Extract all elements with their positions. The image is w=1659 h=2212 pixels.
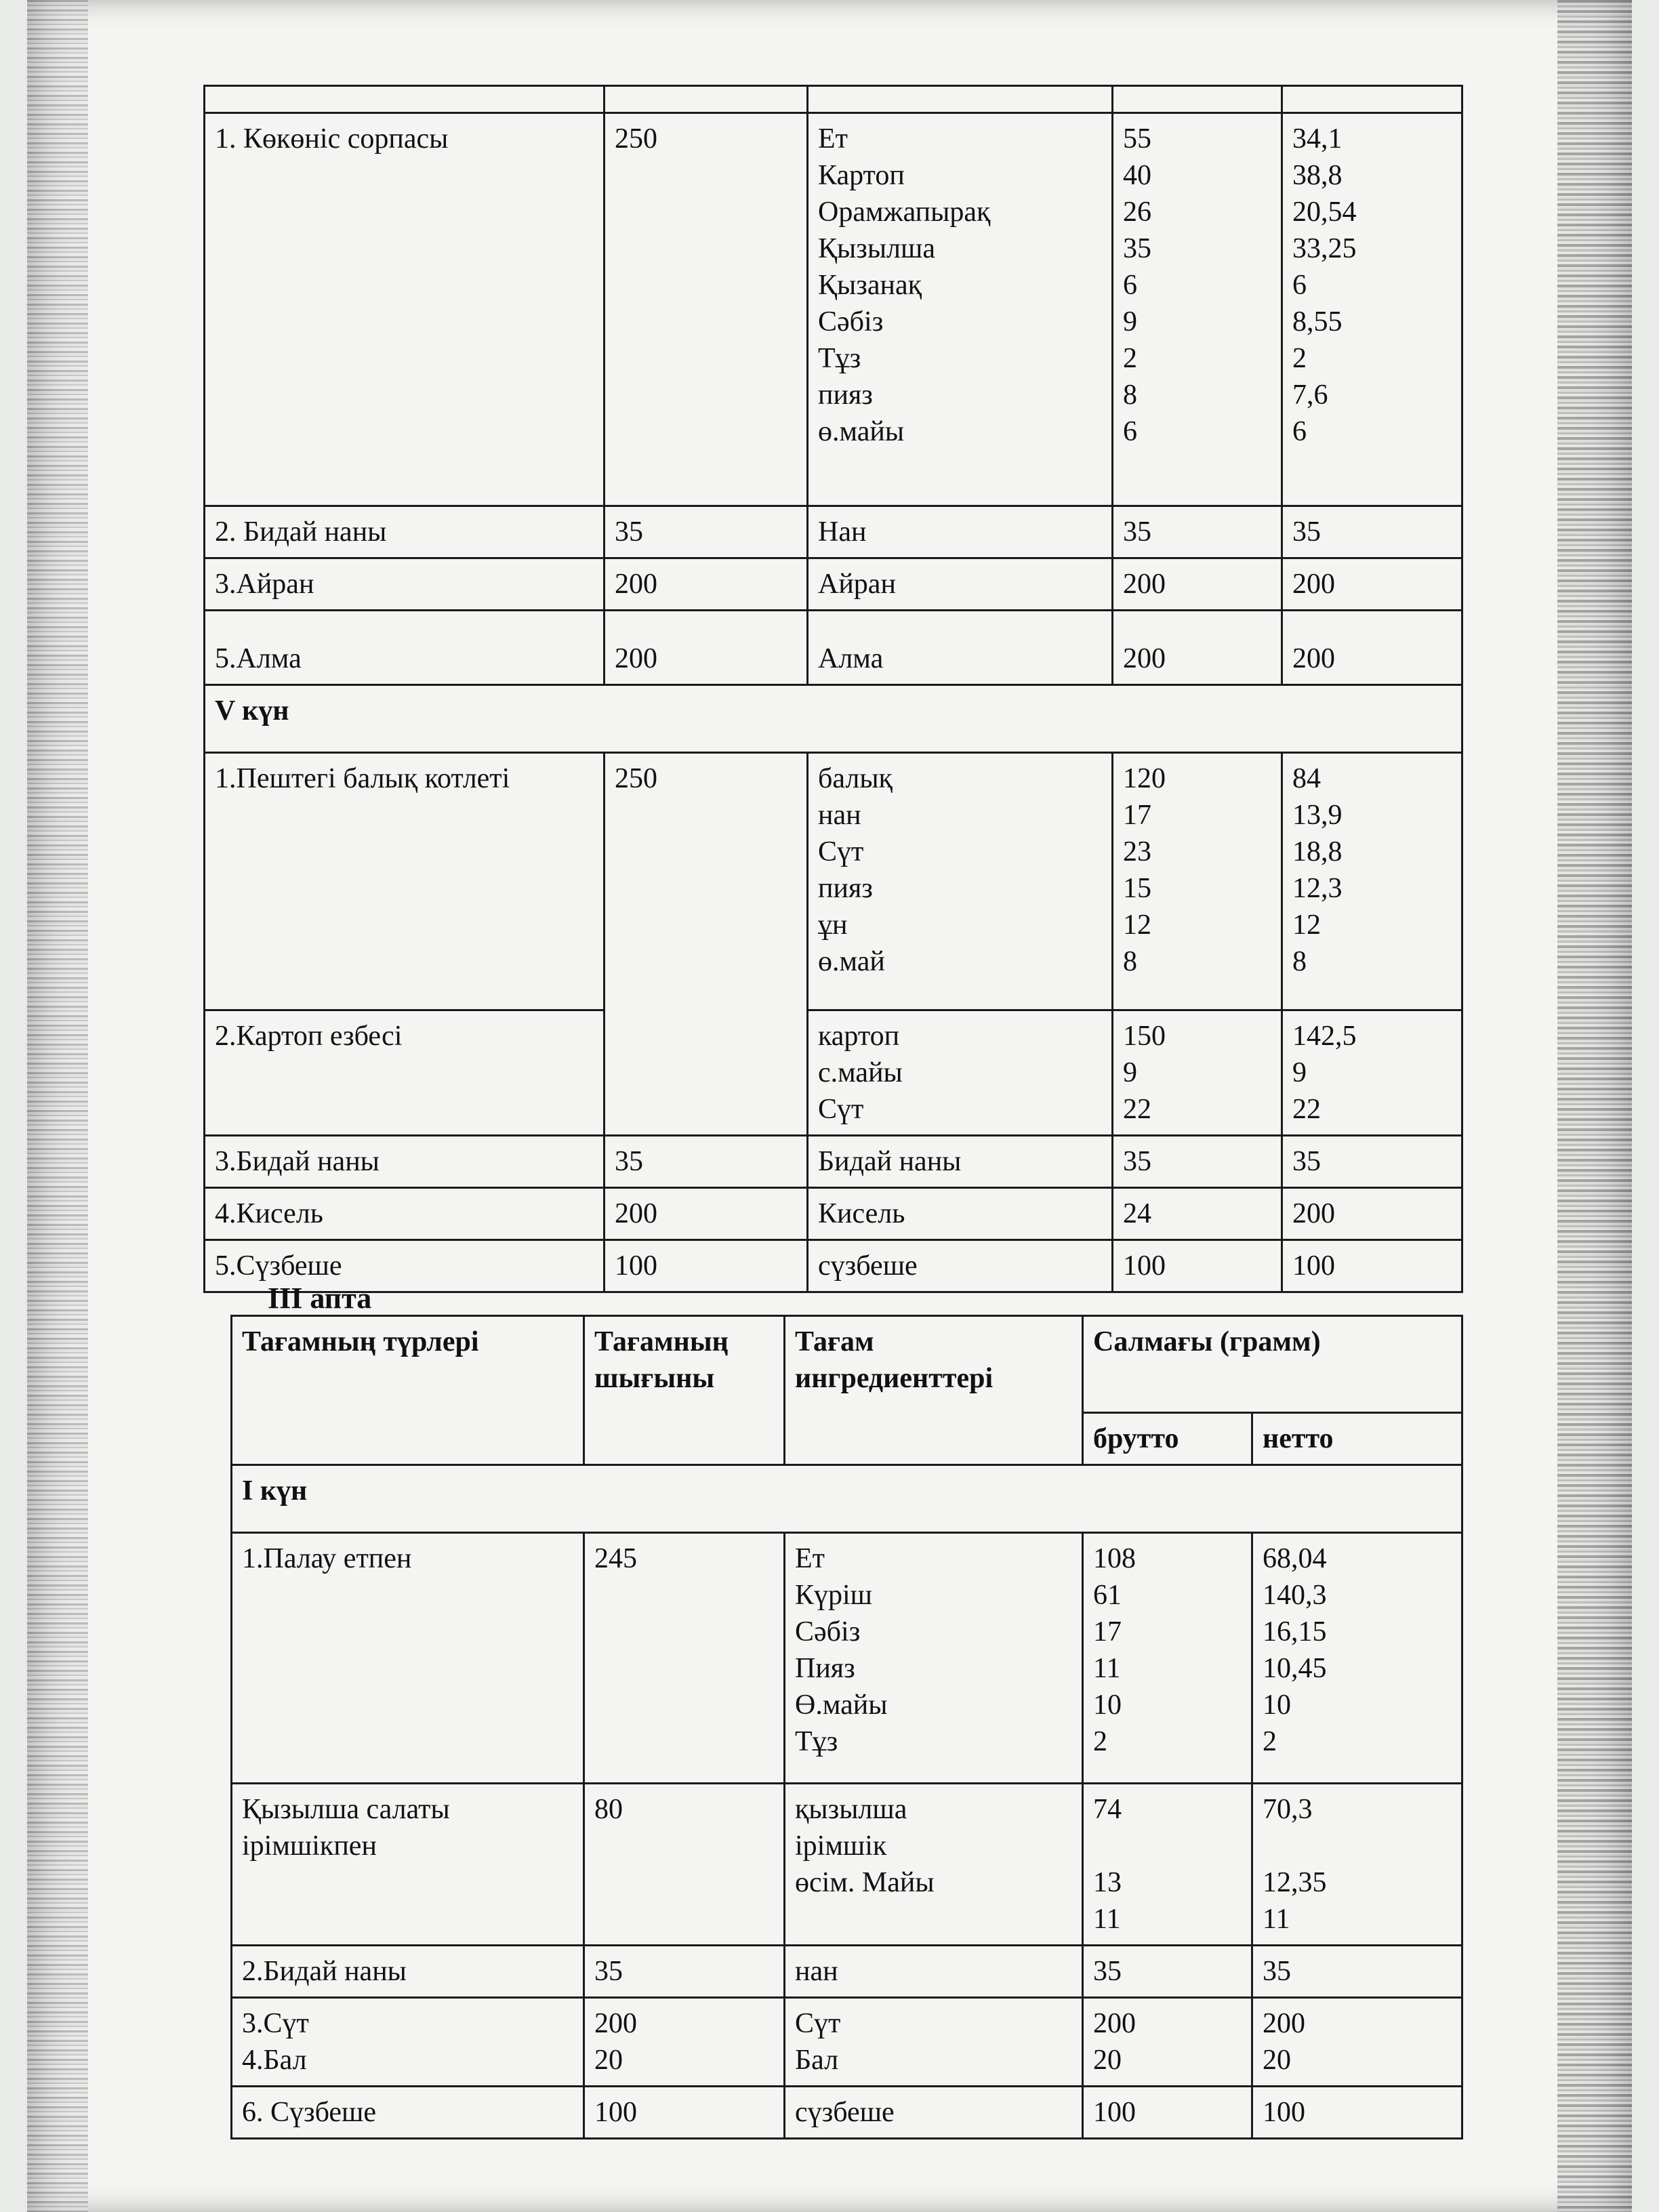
scan-noise-left [27,0,88,2212]
dish-output: 200 [605,558,808,611]
netto-values: 35 [1282,506,1462,558]
empty-cell [205,86,605,113]
empty-cell [808,86,1113,113]
netto-values: 84 13,9 18,8 12,3 12 8 [1282,753,1462,1010]
dish-ingredients: балық нан Сүт пияз ұн ө.май [808,753,1113,1010]
dish-ingredients: сүзбеше [808,1240,1113,1292]
brutto-values: 200 20 [1083,1998,1252,2087]
brutto-values: 35 [1113,506,1282,558]
table-row [205,558,1462,611]
brutto-values: 55 40 26 35 6 9 2 8 6 [1113,113,1282,506]
header-dish-output: Тағамның шығыны [584,1316,785,1465]
day-label: V күн [205,685,1462,753]
dish-ingredients: Ет Күріш Сәбіз Пияз Ө.майы Тұз [785,1533,1083,1784]
dish-output: 245 [584,1533,785,1784]
dish-name: 2.Бидай наны [232,1946,584,1998]
table-row [232,2087,1462,2139]
day-header-row [232,1465,1462,1533]
dish-output: 250 [605,753,808,1136]
dish-ingredients: картоп с.майы Сүт [808,1010,1113,1136]
dish-name: 1.Пештегі балық котлеті [205,753,605,1010]
netto-values: 100 [1252,2087,1462,2139]
dish-ingredients: қызылша ірімшік өсім. Майы [785,1784,1083,1946]
dish-name: 1.Палау етпен [232,1533,584,1784]
table-row [205,1188,1462,1240]
day-label: I күн [232,1465,1462,1533]
dish-ingredients: Алма [808,611,1113,685]
brutto-values: 120 17 23 15 12 8 [1113,753,1282,1010]
dish-ingredients: Сүт Бал [785,1998,1083,2087]
netto-values: 68,04 140,3 16,15 10,45 10 2 [1252,1533,1462,1784]
table-row [205,1240,1462,1292]
table-row [205,113,1462,506]
dish-ingredients: сүзбеше [785,2087,1083,2139]
empty-cell [605,86,808,113]
dish-output: 80 [584,1784,785,1946]
netto-values: 35 [1282,1136,1462,1188]
brutto-values: 200 [1113,611,1282,685]
table-row [205,86,1462,113]
brutto-values: 150 9 22 [1113,1010,1282,1136]
empty-cell [1282,86,1462,113]
brutto-values: 24 [1113,1188,1282,1240]
table-row [232,1784,1462,1946]
netto-values: 142,5 9 22 [1282,1010,1462,1136]
dish-output: 35 [605,1136,808,1188]
dish-name: 6. Сүзбеше [232,2087,584,2139]
brutto-values: 100 [1083,2087,1252,2139]
brutto-values: 35 [1083,1946,1252,1998]
dish-output: 100 [584,2087,785,2139]
menu-table-week-3 [230,1315,1463,2139]
header-netto: нетто [1252,1413,1462,1465]
dish-name: 4.Кисель [205,1188,605,1240]
netto-values: 100 [1282,1240,1462,1292]
dish-name: 5.Алма [205,611,605,685]
table-row [205,1136,1462,1188]
header-brutto: брутто [1083,1413,1252,1465]
brutto-values: 35 [1113,1136,1282,1188]
dish-output: 35 [605,506,808,558]
header-ingredients: Тағам ингредиенттері [785,1316,1083,1465]
dish-ingredients: нан [785,1946,1083,1998]
dish-output: 200 [605,1188,808,1240]
netto-values: 35 [1252,1946,1462,1998]
header-weight: Салмағы (грамм) [1083,1316,1462,1413]
dish-ingredients: Кисель [808,1188,1113,1240]
table-row [232,1946,1462,1998]
dish-output: 35 [584,1946,785,1998]
header-dish-types: Тағамның түрлері [232,1316,584,1465]
dish-output: 250 [605,113,808,506]
dish-output: 100 [605,1240,808,1292]
dish-name: 2.Картоп езбесі [205,1010,605,1136]
brutto-values: 200 [1113,558,1282,611]
netto-values: 200 20 [1252,1998,1462,2087]
dish-name: 5.Сүзбеше [205,1240,605,1292]
netto-values: 34,1 38,8 20,54 33,25 6 8,55 2 7,6 6 [1282,113,1462,506]
dish-name: 3.Бидай наны [205,1136,605,1188]
dish-name: Қызылша салаты ірімшікпен [232,1784,584,1946]
table-row [232,1533,1462,1784]
table-row [205,506,1462,558]
table-row [232,1998,1462,2087]
dish-ingredients: Бидай наны [808,1136,1113,1188]
dish-ingredients: Ет Картоп Орамжапырақ Қызылша Қызанақ Сәбіз Тұз пияз ө.майы [808,113,1113,506]
netto-values: 70,3 12,35 11 [1252,1784,1462,1946]
table-row [205,1010,1462,1136]
table-row [205,611,1462,685]
netto-values: 200 [1282,558,1462,611]
dish-name: 2. Бидай наны [205,506,605,558]
week-label: III апта [268,1282,372,1315]
menu-table-week-continued [203,85,1463,1293]
dish-name: 3.Айран [205,558,605,611]
dish-ingredients: Нан [808,506,1113,558]
dish-output: 200 20 [584,1998,785,2087]
dish-output: 200 [605,611,808,685]
table-row [205,753,1462,1010]
header-row [232,1316,1462,1413]
dish-name: 3.Сүт 4.Бал [232,1998,584,2087]
brutto-values: 74 13 11 [1083,1784,1252,1946]
brutto-values: 100 [1113,1240,1282,1292]
scan-noise-right [1557,0,1632,2212]
day-header-row [205,685,1462,753]
brutto-values: 108 61 17 11 10 2 [1083,1533,1252,1784]
empty-cell [1113,86,1282,113]
dish-ingredients: Айран [808,558,1113,611]
netto-values: 200 [1282,1188,1462,1240]
dish-name: 1. Көкөніс сорпасы [205,113,605,506]
netto-values: 200 [1282,611,1462,685]
